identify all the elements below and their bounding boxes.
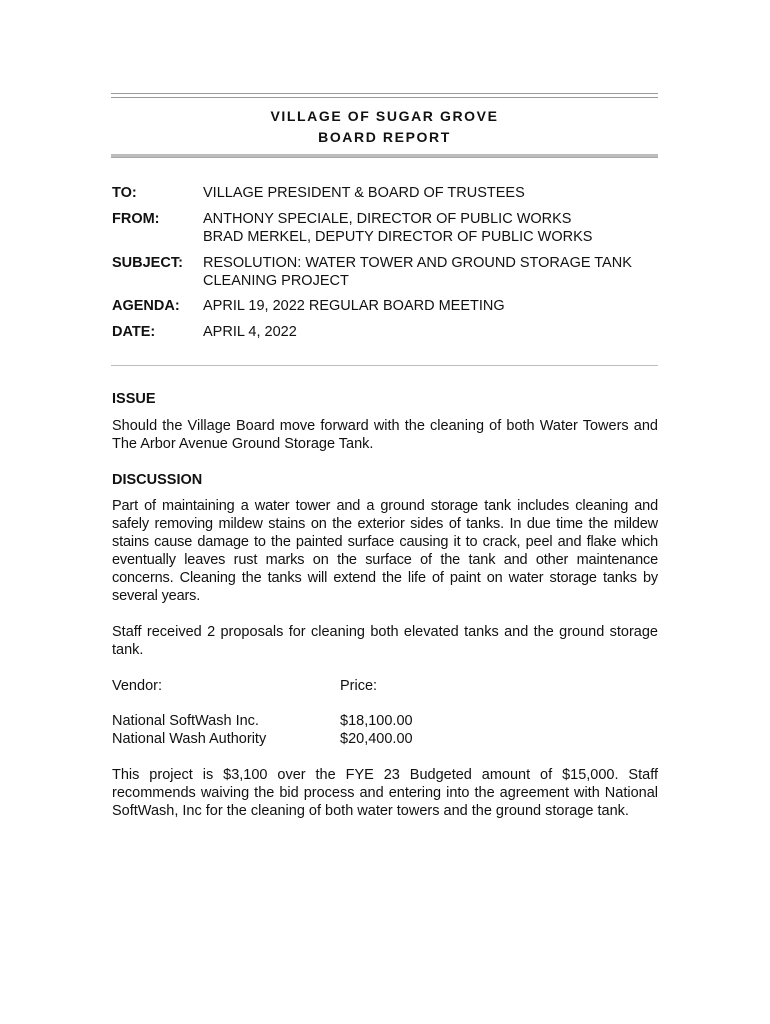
- memo-from-line-2: BRAD MERKEL, DEPUTY DIRECTOR OF PUBLIC WORKS: [203, 229, 593, 245]
- vendor-price: $20,400.00: [340, 731, 413, 747]
- discussion-heading: DISCUSSION: [112, 472, 203, 488]
- memo-subject-line-1: RESOLUTION: WATER TOWER AND GROUND STORAGE TANK: [203, 255, 632, 271]
- memo-subject-line-2: CLEANING PROJECT: [203, 273, 349, 289]
- issue-heading: ISSUE: [112, 391, 156, 407]
- memo-divider: [111, 365, 658, 366]
- vendor-name: National Wash Authority: [112, 731, 267, 747]
- discussion-paragraph-1: Part of maintaining a water tower and a ground storage tank includes cleaning and safely removing mildew stains on the exterior sides of tanks. In due time the mildew stains cause damage to the painted surface causing it to crack, peel and flake which eventually leaves rust marks on the surface of the tank and other maintenance concerns. Cleaning the tanks will extend the life of paint on water storage tanks by several years.: [112, 498, 658, 604]
- header-bottom-rule: [111, 154, 658, 158]
- memo-date-label: DATE:: [112, 324, 156, 340]
- issue-text: Should the Village Board move forward with the cleaning of both Water Towers and The Arbor Avenue Ground Storage Tank.: [112, 418, 658, 452]
- discussion-paragraph-3: This project is $3,100 over the FYE 23 Budgeted amount of $15,000. Staff recommends waiving the bid process and entering into the agreement with National SoftWash, Inc for the cleaning of both water towers and the ground storage tank.: [112, 767, 658, 819]
- memo-agenda-value: APRIL 19, 2022 REGULAR BOARD MEETING: [203, 298, 505, 314]
- memo-agenda-label: AGENDA:: [112, 298, 180, 314]
- org-title: VILLAGE OF SUGAR GROVE: [270, 108, 499, 124]
- memo-from-line-1: ANTHONY SPECIALE, DIRECTOR OF PUBLIC WORKS: [203, 211, 572, 227]
- memo-date-value: APRIL 4, 2022: [203, 324, 297, 340]
- price-column-header: Price:: [340, 678, 378, 694]
- vendor-column-header: Vendor:: [112, 678, 162, 694]
- header-top-rule: [111, 93, 658, 98]
- vendor-name: National SoftWash Inc.: [112, 713, 259, 729]
- memo-subject-label: SUBJECT:: [112, 255, 183, 271]
- memo-to-value: VILLAGE PRESIDENT & BOARD OF TRUSTEES: [203, 185, 525, 201]
- report-title: BOARD REPORT: [318, 129, 451, 145]
- discussion-paragraph-2: Staff received 2 proposals for cleaning both elevated tanks and the ground storage tank.: [112, 624, 658, 658]
- memo-from-label: FROM:: [112, 211, 160, 227]
- vendor-price: $18,100.00: [340, 713, 413, 729]
- memo-to-label: TO:: [112, 185, 137, 201]
